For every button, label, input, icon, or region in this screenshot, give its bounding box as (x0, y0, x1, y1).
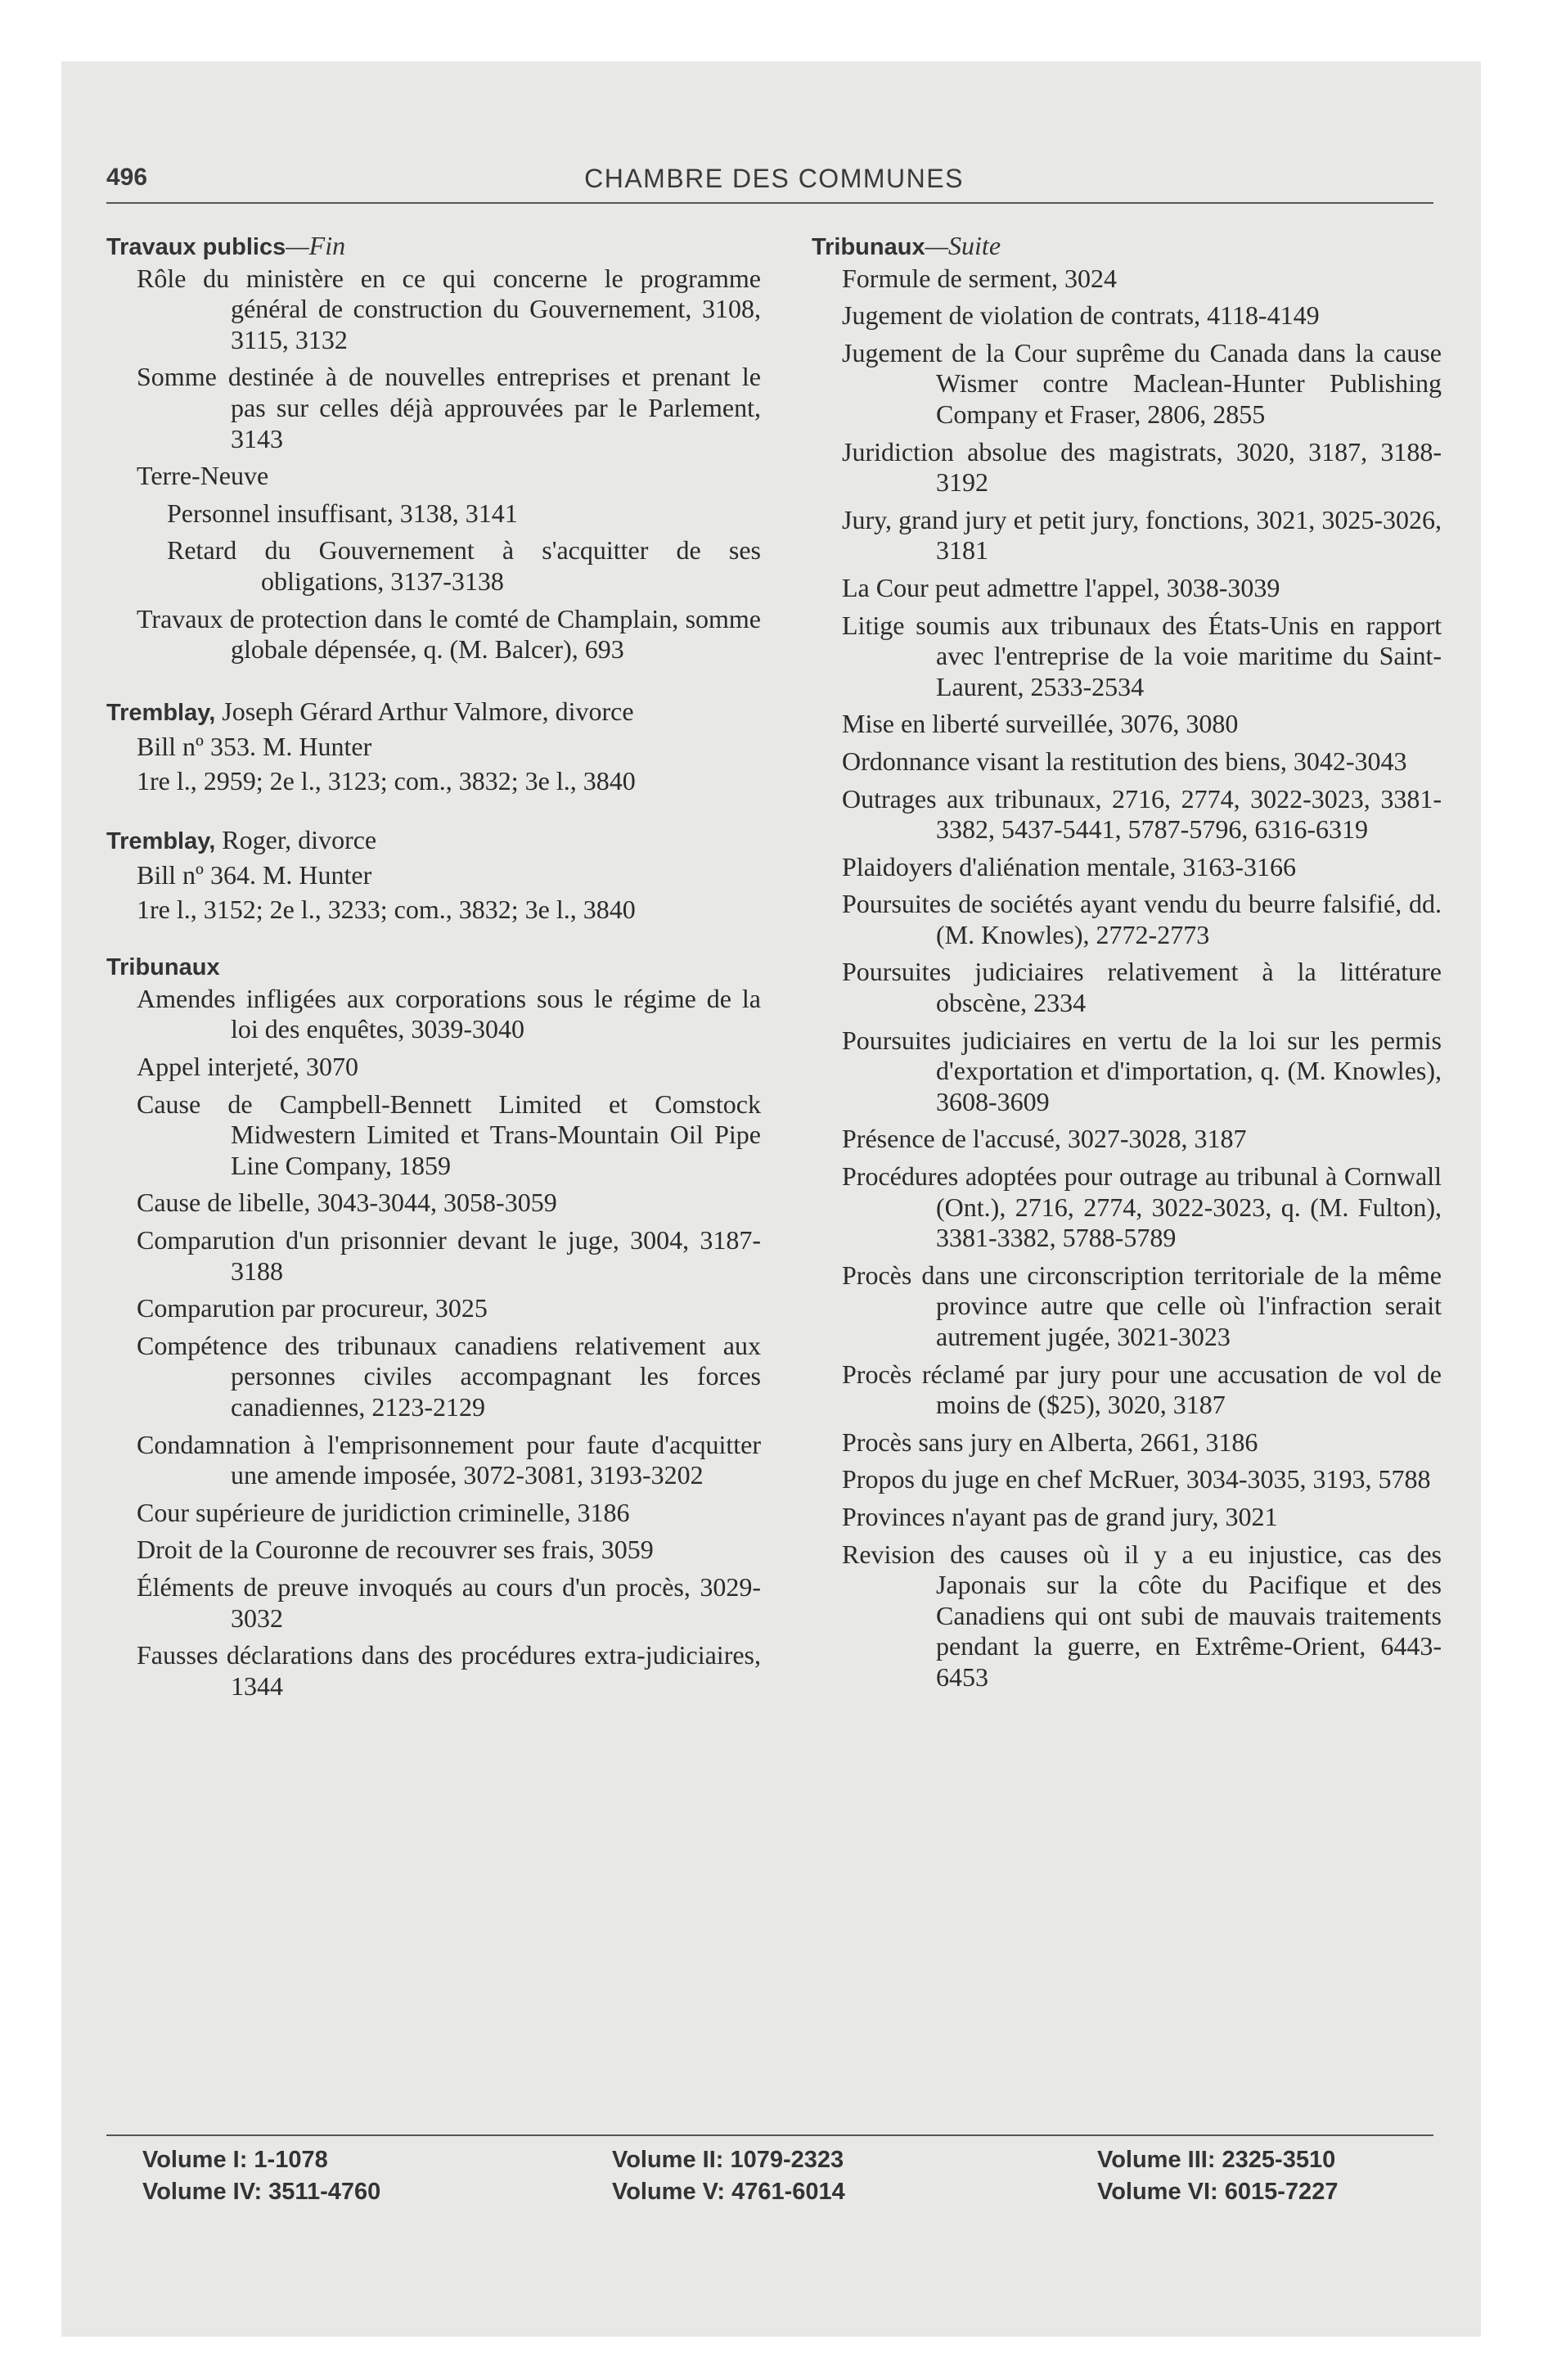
index-entry: Ordonnance visant la restitution des biens, 3042-3043 (842, 746, 1407, 776)
index-entry: Provinces n'ayant pas de grand jury, 3021 (842, 1501, 1278, 1531)
index-entry: Condamnation à l'emprisonnement pour faute d'acquitter une amende imposée, 3072-3081, 3193-3202 (137, 1429, 761, 1490)
index-entry: Amendes infligées aux corporations sous le régime de la loi des enquêtes, 3039-3040 (137, 983, 761, 1044)
index-entry: Poursuites judiciaires relativement à la littérature obscène, 2334 (842, 957, 1442, 1018)
bill-line: Bill nº 353. M. Hunter (137, 732, 372, 762)
index-heading: Travaux publics—Fin (106, 231, 346, 260)
index-entry: Procès dans une circonscription territoriale de la même province autre que celle où l'infraction serait autrement jugée, 3021-3023 (842, 1260, 1442, 1351)
bill-line: Bill nº 364. M. Hunter (137, 860, 372, 890)
index-entry: Juridiction absolue des magistrats, 3020, 3187, 3188-3192 (842, 436, 1442, 498)
index-entry: Comparution par procureur, 3025 (137, 1293, 488, 1323)
index-entry: Cour supérieure de juridiction criminelle, 3186 (137, 1497, 630, 1527)
header-rule (106, 202, 1433, 204)
left-column (106, 231, 761, 1708)
index-entry: Droit de la Couronne de recouvrer ses frais, 3059 (137, 1535, 654, 1565)
index-entry: Formule de serment, 3024 (842, 263, 1117, 293)
index-entry: Fausses déclarations dans des procédures extra-judiciaires, 1344 (137, 1640, 761, 1701)
heading-continuation: —Fin (286, 231, 346, 260)
readings-line: 1re l., 2959; 2e l., 3123; com., 3832; 3e l., 3840 (137, 765, 636, 796)
index-entry: Procès réclamé par jury pour une accusation de vol de moins de ($25), 3020, 3187 (842, 1359, 1442, 1420)
index-entry: Travaux de protection dans le comté de Champlain, somme globale dépensée, q. (M. Balcer), 693 (137, 603, 761, 665)
index-entry: Procédures adoptées pour outrage au tribunal à Cornwall (Ont.), 2716, 2774, 3022-3023, q. (M. Fulton), 3381-3382, 5788-5789 (842, 1161, 1442, 1253)
index-entry: Revision des causes où il y a eu injustice, cas des Japonais sur la côte du Pacifique et des Canadiens qui ont subi de mauvais traitements pendant la guerre, en Extrême-Orient, 6443-6453 (842, 1539, 1442, 1692)
running-title: CHAMBRE DES COMMUNES (584, 164, 964, 193)
index-heading-line: Tremblay, Roger, divorce (106, 824, 377, 854)
volume-range: Volume II: 1079-2323 (612, 2147, 844, 2173)
index-entry: Plaidoyers d'aliénation mentale, 3163-3166 (842, 851, 1296, 881)
volume-range: Volume V: 4761-6014 (612, 2179, 845, 2205)
volume-range: Volume IV: 3511-4760 (142, 2179, 381, 2205)
index-entry: Comparution d'un prisonnier devant le juge, 3004, 3187-3188 (137, 1225, 761, 1286)
index-entry: Appel interjeté, 3070 (137, 1052, 359, 1082)
index-heading: Tribunaux (106, 954, 220, 981)
index-entry: Poursuites judiciaires en vertu de la loi sur les permis d'exportation et d'importation, q. (M. Knowles), 3608-3609 (842, 1025, 1442, 1116)
heading-continuation: —Suite (925, 231, 1001, 260)
readings-line: 1re l., 3152; 2e l., 3233; com., 3832; 3e l., 3840 (137, 894, 636, 924)
index-entry: Mise en liberté surveillée, 3076, 3080 (842, 709, 1239, 739)
index-heading-line: Tremblay, Joseph Gérard Arthur Valmore, divorce (106, 696, 634, 726)
index-entry: Terre-Neuve (137, 461, 269, 491)
volume-range: Volume I: 1-1078 (142, 2147, 328, 2173)
index-entry: Outrages aux tribunaux, 2716, 2774, 3022-3023, 3381-3382, 5437-5441, 5787-5796, 6316-6319 (842, 783, 1442, 845)
index-entry: Présence de l'accusé, 3027-3028, 3187 (842, 1124, 1247, 1154)
index-entry: Jury, grand jury et petit jury, fonctions, 3021, 3025-3026, 3181 (842, 504, 1442, 566)
index-entry: Éléments de preuve invoqués au cours d'un procès, 3029-3032 (137, 1571, 761, 1633)
index-entry: Litige soumis aux tribunaux des États-Unis en rapport avec l'entreprise de la voie maritime du Saint-Laurent, 2533-2534 (842, 610, 1442, 701)
index-entry: La Cour peut admettre l'appel, 3038-3039 (842, 572, 1280, 602)
index-entry: Jugement de violation de contrats, 4118-4149 (842, 300, 1320, 331)
volume-range: Volume III: 2325-3510 (1097, 2147, 1336, 2173)
index-entry: Procès sans jury en Alberta, 2661, 3186 (842, 1427, 1258, 1457)
index-entry: Somme destinée à de nouvelles entreprises et prenant le pas sur celles déjà approuvées par le Parlement, 3143 (137, 362, 761, 453)
index-sub-entry: Retard du Gouvernement à s'acquitter de ses obligations, 3137-3138 (167, 535, 761, 596)
page-number: 496 (106, 164, 148, 191)
index-entry: Poursuites de sociétés ayant vendu du beurre falsifié, dd. (M. Knowles), 2772-2773 (842, 889, 1442, 949)
index-sub-entry: Personnel insuffisant, 3138, 3141 (167, 498, 518, 528)
right-column (812, 231, 1442, 1700)
index-entry: Cause de Campbell-Bennett Limited et Comstock Midwestern Limited et Trans-Mountain Oil Pipe Line Company, 1859 (137, 1089, 761, 1180)
footer-rule (106, 2134, 1433, 2136)
index-heading: Tribunaux—Suite (812, 231, 1001, 260)
index-entry: Compétence des tribunaux canadiens relativement aux personnes civiles accompagnant les forces canadiennes, 2123-2129 (137, 1330, 761, 1422)
index-entry: Jugement de la Cour suprême du Canada dans la cause Wismer contre Maclean-Hunter Publishing Company et Fraser, 2806, 2855 (842, 337, 1442, 429)
index-entry: Cause de libelle, 3043-3044, 3058-3059 (137, 1188, 557, 1218)
index-entry: Propos du juge en chef McRuer, 3034-3035, 3193, 5788 (842, 1464, 1431, 1494)
index-entry: Rôle du ministère en ce qui concerne le programme général de construction du Gouvernement, 3108, 3115, 3132 (137, 263, 761, 354)
volume-range: Volume VI: 6015-7227 (1097, 2179, 1339, 2205)
